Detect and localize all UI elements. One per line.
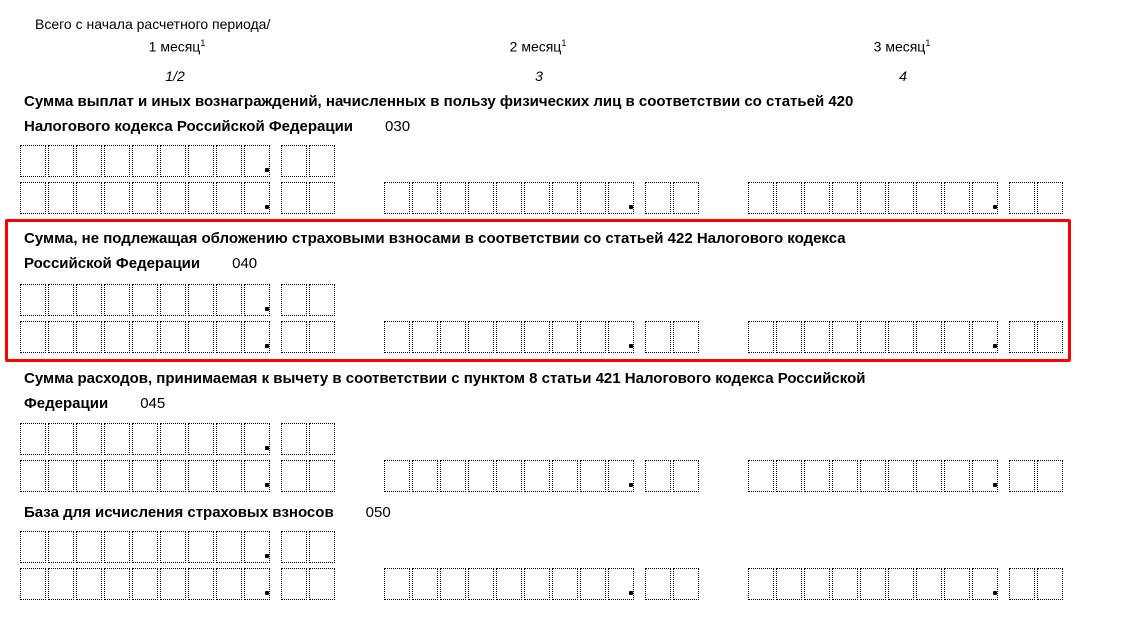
digit-cell[interactable] xyxy=(132,531,158,563)
digit-cell[interactable] xyxy=(160,531,186,563)
digit-cell[interactable] xyxy=(188,423,214,455)
section-title-line1: Сумма, не подлежащая обложению страховыми взносами в соответствии со статьей 422 Налогового кодекса xyxy=(24,230,846,247)
digit-cell[interactable] xyxy=(48,568,74,600)
digit-cell[interactable] xyxy=(944,182,970,214)
digit-cell[interactable] xyxy=(916,321,942,353)
digit-cell[interactable] xyxy=(645,321,671,353)
digit-cell[interactable] xyxy=(281,145,307,177)
digit-cell[interactable] xyxy=(440,182,466,214)
digit-cell[interactable] xyxy=(188,145,214,177)
digit-cell[interactable] xyxy=(48,284,74,316)
digit-cell[interactable] xyxy=(76,284,102,316)
digit-cell[interactable] xyxy=(496,182,522,214)
digit-cell[interactable] xyxy=(673,568,699,600)
section-3-month-1-field-fraction[interactable] xyxy=(281,568,335,600)
digit-cell[interactable] xyxy=(1037,321,1063,353)
digit-cell[interactable] xyxy=(104,423,130,455)
decimal-point xyxy=(993,591,997,595)
digit-cell[interactable] xyxy=(216,568,242,600)
digit-cell[interactable] xyxy=(1009,460,1035,492)
section-1-month-2-field-integer[interactable] xyxy=(384,321,634,353)
digit-cell[interactable] xyxy=(832,182,858,214)
digit-cell[interactable] xyxy=(104,460,130,492)
section-0-month-3-field-integer[interactable] xyxy=(748,182,998,214)
digit-cell[interactable] xyxy=(645,568,671,600)
section-3-total-field-fraction[interactable] xyxy=(281,531,335,563)
digit-cell[interactable] xyxy=(20,568,46,600)
section-2-total-field-fraction[interactable] xyxy=(281,423,335,455)
digit-cell[interactable] xyxy=(48,145,74,177)
digit-cell[interactable] xyxy=(580,460,606,492)
column-header-month-2 xyxy=(478,38,598,55)
column-label: 3 месяц xyxy=(873,38,926,55)
digit-cell[interactable] xyxy=(20,182,46,214)
digit-cell[interactable] xyxy=(804,182,830,214)
section-0-month-1-field-fraction[interactable] xyxy=(281,182,335,214)
digit-cell[interactable] xyxy=(244,284,270,316)
digit-cell[interactable] xyxy=(244,182,270,214)
digit-cell[interactable] xyxy=(468,182,494,214)
decimal-point xyxy=(265,591,269,595)
digit-cell[interactable] xyxy=(524,182,550,214)
digit-cell[interactable] xyxy=(132,460,158,492)
digit-cell[interactable] xyxy=(309,284,335,316)
digit-cell[interactable] xyxy=(216,460,242,492)
column-number-3: 4 xyxy=(899,68,907,84)
digit-cell[interactable] xyxy=(160,423,186,455)
digit-cell[interactable] xyxy=(804,568,830,600)
digit-cell[interactable] xyxy=(281,182,307,214)
digit-cell[interactable] xyxy=(216,182,242,214)
digit-cell[interactable] xyxy=(832,460,858,492)
digit-cell[interactable] xyxy=(48,321,74,353)
digit-cell[interactable] xyxy=(748,460,774,492)
digit-cell[interactable] xyxy=(188,284,214,316)
column-number-1: 1/2 xyxy=(165,68,185,84)
digit-cell[interactable] xyxy=(888,568,914,600)
digit-cell[interactable] xyxy=(944,460,970,492)
line-code: 030 xyxy=(385,118,411,135)
digit-cell[interactable] xyxy=(524,460,550,492)
section-050-title xyxy=(24,500,391,525)
digit-cell[interactable] xyxy=(216,531,242,563)
digit-cell[interactable] xyxy=(580,321,606,353)
digit-cell[interactable] xyxy=(496,568,522,600)
section-1-month-1-field-integer[interactable] xyxy=(20,321,270,353)
digit-cell[interactable] xyxy=(244,531,270,563)
decimal-point xyxy=(265,483,269,487)
section-3-total-field-integer[interactable] xyxy=(20,531,270,563)
digit-cell[interactable] xyxy=(309,568,335,600)
digit-cell[interactable] xyxy=(384,460,410,492)
digit-cell[interactable] xyxy=(20,460,46,492)
column-number-2: 3 xyxy=(535,68,543,84)
decimal-point xyxy=(629,591,633,595)
digit-cell[interactable] xyxy=(384,182,410,214)
digit-cell[interactable] xyxy=(412,321,438,353)
digit-cell[interactable] xyxy=(160,460,186,492)
digit-cell[interactable] xyxy=(160,182,186,214)
column-label: 1 месяц xyxy=(148,38,201,55)
digit-cell[interactable] xyxy=(216,423,242,455)
line-code: 040 xyxy=(232,255,258,272)
section-0-total-field-fraction[interactable] xyxy=(281,145,335,177)
digit-cell[interactable] xyxy=(552,568,578,600)
digit-cell[interactable] xyxy=(972,460,998,492)
digit-cell[interactable] xyxy=(132,423,158,455)
digit-cell[interactable] xyxy=(552,321,578,353)
digit-cell[interactable] xyxy=(468,460,494,492)
digit-cell[interactable] xyxy=(673,182,699,214)
digit-cell[interactable] xyxy=(580,182,606,214)
digit-cell[interactable] xyxy=(776,460,802,492)
footnote-mark: 1 xyxy=(925,38,931,48)
digit-cell[interactable] xyxy=(216,145,242,177)
digit-cell[interactable] xyxy=(20,145,46,177)
digit-cell[interactable] xyxy=(860,182,886,214)
section-3-month-3-field-integer[interactable] xyxy=(748,568,998,600)
digit-cell[interactable] xyxy=(916,460,942,492)
digit-cell[interactable] xyxy=(309,145,335,177)
section-2-month-1-field-integer[interactable] xyxy=(20,460,270,492)
digit-cell[interactable] xyxy=(496,460,522,492)
digit-cell[interactable] xyxy=(748,568,774,600)
digit-cell[interactable] xyxy=(832,568,858,600)
digit-cell[interactable] xyxy=(132,321,158,353)
digit-cell[interactable] xyxy=(1037,568,1063,600)
period-label: Всего с начала расчетного периода/ xyxy=(35,16,271,32)
digit-cell[interactable] xyxy=(48,531,74,563)
digit-cell[interactable] xyxy=(281,321,307,353)
decimal-point xyxy=(993,483,997,487)
column-header-month-1 xyxy=(117,38,237,55)
digit-cell[interactable] xyxy=(580,568,606,600)
section-1-total-field-fraction[interactable] xyxy=(281,284,335,316)
footnote-mark: 1 xyxy=(200,38,206,48)
digit-cell[interactable] xyxy=(76,145,102,177)
digit-cell[interactable] xyxy=(216,321,242,353)
digit-cell[interactable] xyxy=(188,568,214,600)
decimal-point xyxy=(265,307,269,311)
section-0-total-field-integer[interactable] xyxy=(20,145,270,177)
digit-cell[interactable] xyxy=(412,182,438,214)
digit-cell[interactable] xyxy=(160,568,186,600)
section-0-month-3-field-fraction[interactable] xyxy=(1009,182,1063,214)
digit-cell[interactable] xyxy=(972,182,998,214)
section-1-month-3-field-fraction[interactable] xyxy=(1009,321,1063,353)
digit-cell[interactable] xyxy=(412,568,438,600)
digit-cell[interactable] xyxy=(104,531,130,563)
digit-cell[interactable] xyxy=(76,321,102,353)
digit-cell[interactable] xyxy=(1009,321,1035,353)
decimal-point xyxy=(629,205,633,209)
section-1-total-field-integer[interactable] xyxy=(20,284,270,316)
digit-cell[interactable] xyxy=(608,568,634,600)
digit-cell[interactable] xyxy=(309,423,335,455)
column-header-month-3 xyxy=(842,38,962,55)
digit-cell[interactable] xyxy=(76,182,102,214)
digit-cell[interactable] xyxy=(244,321,270,353)
digit-cell[interactable] xyxy=(281,284,307,316)
digit-cell[interactable] xyxy=(1009,568,1035,600)
digit-cell[interactable] xyxy=(804,321,830,353)
column-label: 2 месяц xyxy=(509,38,562,55)
digit-cell[interactable] xyxy=(776,182,802,214)
digit-cell[interactable] xyxy=(468,321,494,353)
digit-cell[interactable] xyxy=(281,423,307,455)
digit-cell[interactable] xyxy=(20,284,46,316)
digit-cell[interactable] xyxy=(384,321,410,353)
digit-cell[interactable] xyxy=(244,423,270,455)
digit-cell[interactable] xyxy=(104,321,130,353)
line-code: 045 xyxy=(140,395,166,412)
section-040-title xyxy=(24,226,846,276)
digit-cell[interactable] xyxy=(972,321,998,353)
digit-cell[interactable] xyxy=(440,568,466,600)
digit-cell[interactable] xyxy=(132,284,158,316)
section-0-month-2-field-fraction[interactable] xyxy=(645,182,699,214)
digit-cell[interactable] xyxy=(48,423,74,455)
decimal-point xyxy=(265,344,269,348)
section-030-title xyxy=(24,89,853,139)
section-title-line1: База для исчисления страховых взносов xyxy=(24,504,334,521)
section-3-month-2-field-integer[interactable] xyxy=(384,568,634,600)
section-0-month-1-field-integer[interactable] xyxy=(20,182,270,214)
digit-cell[interactable] xyxy=(76,460,102,492)
digit-cell[interactable] xyxy=(244,568,270,600)
digit-cell[interactable] xyxy=(524,568,550,600)
digit-cell[interactable] xyxy=(832,321,858,353)
digit-cell[interactable] xyxy=(309,182,335,214)
digit-cell[interactable] xyxy=(104,284,130,316)
section-title-line2: Российской Федерации 040 xyxy=(24,255,258,272)
section-title-line2: Федерации 045 xyxy=(24,395,166,412)
decimal-point xyxy=(629,483,633,487)
digit-cell[interactable] xyxy=(309,531,335,563)
decimal-point xyxy=(265,554,269,558)
digit-cell[interactable] xyxy=(160,321,186,353)
section-2-month-3-field-integer[interactable] xyxy=(748,460,998,492)
digit-cell[interactable] xyxy=(916,568,942,600)
section-2-month-2-field-integer[interactable] xyxy=(384,460,634,492)
digit-cell[interactable] xyxy=(188,321,214,353)
digit-cell[interactable] xyxy=(468,568,494,600)
section-1-month-1-field-fraction[interactable] xyxy=(281,321,335,353)
decimal-point xyxy=(265,205,269,209)
digit-cell[interactable] xyxy=(244,460,270,492)
section-title-line1: Сумма выплат и иных вознаграждений, начисленных в пользу физических лиц в соответствии со статьей 420 xyxy=(24,93,854,110)
digit-cell[interactable] xyxy=(860,460,886,492)
digit-cell[interactable] xyxy=(916,182,942,214)
digit-cell[interactable] xyxy=(188,182,214,214)
digit-cell[interactable] xyxy=(645,182,671,214)
digit-cell[interactable] xyxy=(860,321,886,353)
digit-cell[interactable] xyxy=(608,182,634,214)
digit-cell[interactable] xyxy=(888,321,914,353)
digit-cell[interactable] xyxy=(440,460,466,492)
digit-cell[interactable] xyxy=(281,531,307,563)
digit-cell[interactable] xyxy=(440,321,466,353)
digit-cell[interactable] xyxy=(888,182,914,214)
digit-cell[interactable] xyxy=(776,321,802,353)
digit-cell[interactable] xyxy=(48,460,74,492)
digit-cell[interactable] xyxy=(281,568,307,600)
footnote-mark: 1 xyxy=(561,38,567,48)
digit-cell[interactable] xyxy=(1009,182,1035,214)
digit-cell[interactable] xyxy=(673,460,699,492)
digit-cell[interactable] xyxy=(20,321,46,353)
digit-cell[interactable] xyxy=(860,568,886,600)
digit-cell[interactable] xyxy=(132,568,158,600)
digit-cell[interactable] xyxy=(608,460,634,492)
digit-cell[interactable] xyxy=(104,568,130,600)
digit-cell[interactable] xyxy=(384,568,410,600)
digit-cell[interactable] xyxy=(216,284,242,316)
section-3-month-1-field-integer[interactable] xyxy=(20,568,270,600)
digit-cell[interactable] xyxy=(748,182,774,214)
digit-cell[interactable] xyxy=(1037,460,1063,492)
digit-cell[interactable] xyxy=(76,531,102,563)
digit-cell[interactable] xyxy=(132,182,158,214)
digit-cell[interactable] xyxy=(524,321,550,353)
section-title-line1: Сумма расходов, принимаемая к вычету в соответствии с пунктом 8 статьи 421 Налогового кодекса Российской xyxy=(24,370,866,387)
section-2-month-1-field-fraction[interactable] xyxy=(281,460,335,492)
digit-cell[interactable] xyxy=(888,460,914,492)
digit-cell[interactable] xyxy=(160,145,186,177)
decimal-point xyxy=(265,446,269,450)
section-3-month-2-field-fraction[interactable] xyxy=(645,568,699,600)
section-1-month-2-field-fraction[interactable] xyxy=(645,321,699,353)
section-2-month-2-field-fraction[interactable] xyxy=(645,460,699,492)
digit-cell[interactable] xyxy=(76,423,102,455)
digit-cell[interactable] xyxy=(104,182,130,214)
digit-cell[interactable] xyxy=(104,145,130,177)
digit-cell[interactable] xyxy=(748,321,774,353)
section-3-month-3-field-fraction[interactable] xyxy=(1009,568,1063,600)
decimal-point xyxy=(993,205,997,209)
digit-cell[interactable] xyxy=(309,460,335,492)
decimal-point xyxy=(265,168,269,172)
digit-cell[interactable] xyxy=(132,145,158,177)
digit-cell[interactable] xyxy=(804,460,830,492)
digit-cell[interactable] xyxy=(76,568,102,600)
section-1-month-3-field-integer[interactable] xyxy=(748,321,998,353)
digit-cell[interactable] xyxy=(20,423,46,455)
digit-cell[interactable] xyxy=(309,321,335,353)
digit-cell[interactable] xyxy=(281,460,307,492)
digit-cell[interactable] xyxy=(160,284,186,316)
digit-cell[interactable] xyxy=(188,531,214,563)
digit-cell[interactable] xyxy=(412,460,438,492)
section-title-line2: Налогового кодекса Российской Федерации 030 xyxy=(24,118,411,135)
decimal-point xyxy=(629,344,633,348)
digit-cell[interactable] xyxy=(972,568,998,600)
section-2-total-field-integer[interactable] xyxy=(20,423,270,455)
section-2-month-3-field-fraction[interactable] xyxy=(1009,460,1063,492)
digit-cell[interactable] xyxy=(48,182,74,214)
digit-cell[interactable] xyxy=(1037,182,1063,214)
digit-cell[interactable] xyxy=(608,321,634,353)
section-045-title xyxy=(24,366,865,416)
digit-cell[interactable] xyxy=(20,531,46,563)
decimal-point xyxy=(993,344,997,348)
digit-cell[interactable] xyxy=(552,460,578,492)
digit-cell[interactable] xyxy=(552,182,578,214)
section-0-month-2-field-integer[interactable] xyxy=(384,182,634,214)
digit-cell[interactable] xyxy=(645,460,671,492)
digit-cell[interactable] xyxy=(776,568,802,600)
digit-cell[interactable] xyxy=(944,568,970,600)
line-code: 050 xyxy=(365,504,391,521)
digit-cell[interactable] xyxy=(496,321,522,353)
digit-cell[interactable] xyxy=(244,145,270,177)
digit-cell[interactable] xyxy=(673,321,699,353)
digit-cell[interactable] xyxy=(188,460,214,492)
digit-cell[interactable] xyxy=(944,321,970,353)
